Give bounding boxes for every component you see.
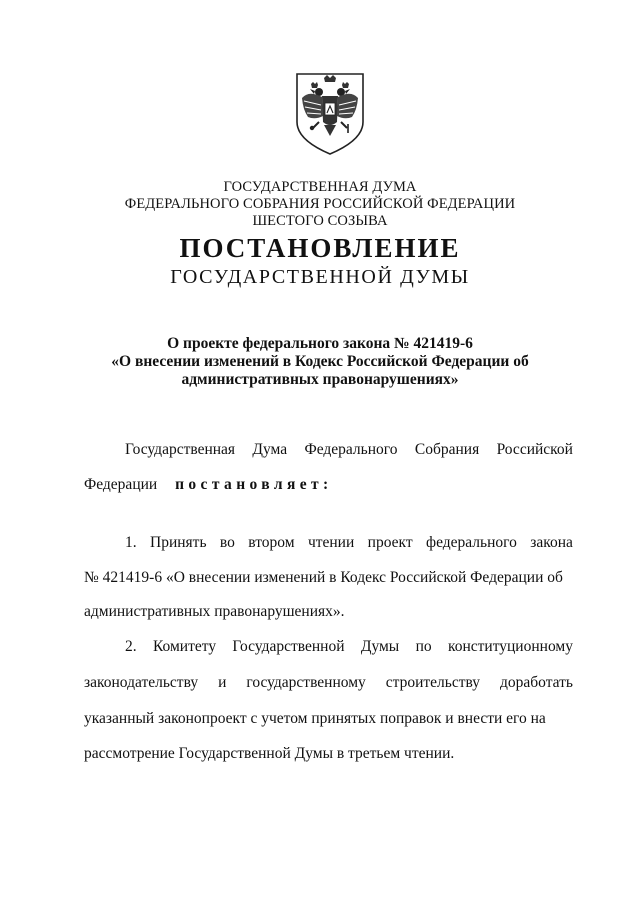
header-line-1: ГОСУДАРСТВЕННАЯ ДУМА (223, 179, 417, 195)
item2-word: 2. (125, 638, 137, 655)
item1-word: проект (367, 534, 413, 551)
decree-word: постановляет: (175, 476, 333, 493)
item2-line-4: рассмотрение Государственной Думы в третьем чтении. (84, 745, 455, 762)
preamble-federation: Федерации (84, 476, 158, 493)
item2-word: доработать (500, 674, 573, 691)
item2-word: государственному (246, 674, 366, 691)
item2-word: по (415, 638, 432, 655)
item2-word: строительству (385, 674, 481, 691)
preamble-word: Собрания (414, 441, 480, 458)
item2-word: и (218, 674, 227, 691)
preamble-line-2 (84, 476, 333, 494)
item2-word: Комитету (152, 638, 217, 655)
item1-line-2: № 421419-6 «О внесении изменений в Кодекс Российской Федерации об (84, 569, 563, 586)
item1-line-1 (125, 534, 573, 552)
item2-line-2 (84, 674, 573, 692)
coat-of-arms-emblem (291, 70, 369, 158)
item2-word: Думы (360, 638, 400, 655)
item1-line-3: административных правонарушениях». (84, 603, 345, 620)
document-subtitle: ГОСУДАРСТВЕННОЙ ДУМЫ (170, 266, 470, 288)
item1-word: во (219, 534, 235, 551)
item1-word: втором (248, 534, 295, 551)
subject-line-2: «О внесении изменений в Кодекс Российской Федерации об (111, 353, 529, 370)
item2-line-1 (125, 638, 573, 656)
document-title: ПОСТАНОВЛЕНИЕ (179, 233, 461, 263)
item1-word: 1. (125, 534, 137, 551)
item1-word: закона (530, 534, 573, 551)
preamble-line-1 (125, 441, 573, 459)
preamble-word: Дума (252, 441, 288, 458)
item2-word: законодательству (84, 674, 199, 691)
item2-line-3: указанный законопроект с учетом принятых поправок и внести его на (84, 710, 546, 727)
subject-line-1: О проекте федерального закона № 421419-6 (167, 335, 473, 352)
item1-word: Принять (150, 534, 207, 551)
subject-line-3: административных правонарушениях» (181, 371, 459, 388)
header-line-2: ФЕДЕРАЛЬНОГО СОБРАНИЯ РОССИЙСКОЙ ФЕДЕРАЦИИ (124, 196, 516, 212)
item1-word: федерального (426, 534, 517, 551)
preamble-word: Российской (496, 441, 573, 458)
header-line-3: ШЕСТОГО СОЗЫВА (252, 213, 388, 229)
item2-word: конституционному (447, 638, 573, 655)
item2-word: Государственной (232, 638, 345, 655)
item1-word: чтении (307, 534, 355, 551)
preamble-word: Государственная (125, 441, 236, 458)
preamble-word: Федерального (304, 441, 398, 458)
